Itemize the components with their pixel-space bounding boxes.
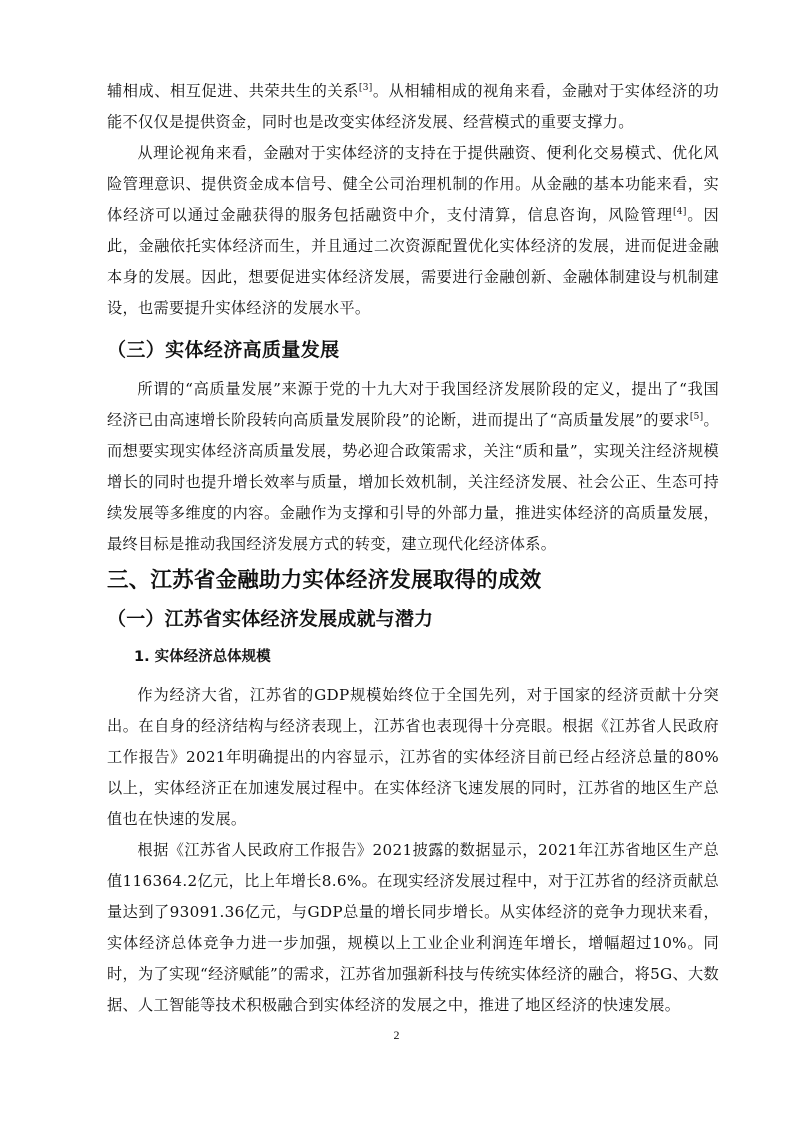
paragraph-text: 从理论视角来看，金融对于实体经济的支持在于提供融资、便利化交易模式、优化风险管理意识、提供资金成本信号、健全公司治理机制的作用。从金融的基本功能来看，实体经济可以通过金融获得的服务包括融资中介，支付清算，信息咨询，风险管理	[107, 144, 719, 224]
paragraph-text: 。而想要实现实体经济高质量发展，势必迎合政策需求，关注“质和量”，实现关注经济规模增长的同时也提升增长效率与质量，增加长效机制，关注经济发展、社会公正、生态可持续发展等多维度的内容。金融作为支撑和引导的外部力量，推进实体经济的高质量发展，最终目标是推动我国经济发展方式的转变，建立现代化经济体系。	[107, 411, 719, 553]
paragraph-theory	[107, 138, 719, 324]
paragraph-scale: 作为经济大省，江苏省的GDP规模始终位于全国先列，对于国家的经济贡献十分突出。在自身的经济结构与经济表现上，江苏省也表现得十分亮眼。根据《江苏省人民政府工作报告》2021年明确提出的内容显示，江苏省的实体经济目前已经占经济总量的80%以上，实体经济正在加速发展过程中。在实体经济飞速发展的同时，江苏省的地区生产总值也在快速的发展。	[107, 686, 719, 828]
paragraph-high-quality	[107, 374, 719, 560]
page-number: 2	[393, 1028, 400, 1042]
page-body	[107, 76, 719, 1021]
citation-ref: [3]	[358, 83, 373, 93]
paragraph-text: 所谓的“高质量发展”来源于党的十九大对于我国经济发展阶段的定义，提出了“我国经济已由高速增长阶段转向高质量发展阶段”的论断，进而提出了“高质量发展”的要求	[107, 380, 719, 429]
paragraph-report: 根据《江苏省人民政府工作报告》2021披露的数据显示，2021年江苏省地区生产总值116364.2亿元，比上年增长8.6%。在现实经济发展过程中，对于江苏省的经济贡献总量达到了93091.36亿元，与GDP总量的增长同步增长。从实体经济的竞争力现状来看，实体经济总体竞争力进一步加强，规模以上工业企业利润连年增长，增幅超过10%。同时，为了实现“经济赋能”的需求，江苏省加强新科技与传统实体经济的融合，将5G、大数据、人工智能等技术积极融合到实体经济的发展之中，推进了地区经济的快速发展。	[107, 841, 719, 1014]
paragraph-text: 辅相成、相互促进、共荣共生的关系	[107, 82, 359, 100]
paragraph-text: 。从相辅相成的视角来看，金融对于实体经济的功能不仅仅是提供资金，同时也是改变实体经济发展、经营模式的重要支撑力。	[107, 82, 719, 131]
citation-ref: [5]	[689, 412, 704, 422]
paragraph-continuation	[107, 76, 719, 138]
item-heading-1: 1. 实体经济总体规模	[134, 649, 271, 665]
citation-ref: [4]	[672, 207, 687, 217]
paragraph-text: 。因此，金融依托实体经济而生，并且通过二次资源配置优化实体经济的发展，进而促进金融本身的发展。因此，想要促进实体经济发展，需要进行金融创新、金融体制建设与机制建设，也需要提升实体经济的发展水平。	[107, 206, 719, 317]
section-heading-3: （三）实体经济高质量发展	[107, 339, 340, 361]
chapter-heading: 三、江苏省金融助力实体经济发展取得的成效	[107, 568, 542, 593]
subsection-heading-1: （一）江苏省实体经济发展成就与潜力	[107, 608, 434, 630]
